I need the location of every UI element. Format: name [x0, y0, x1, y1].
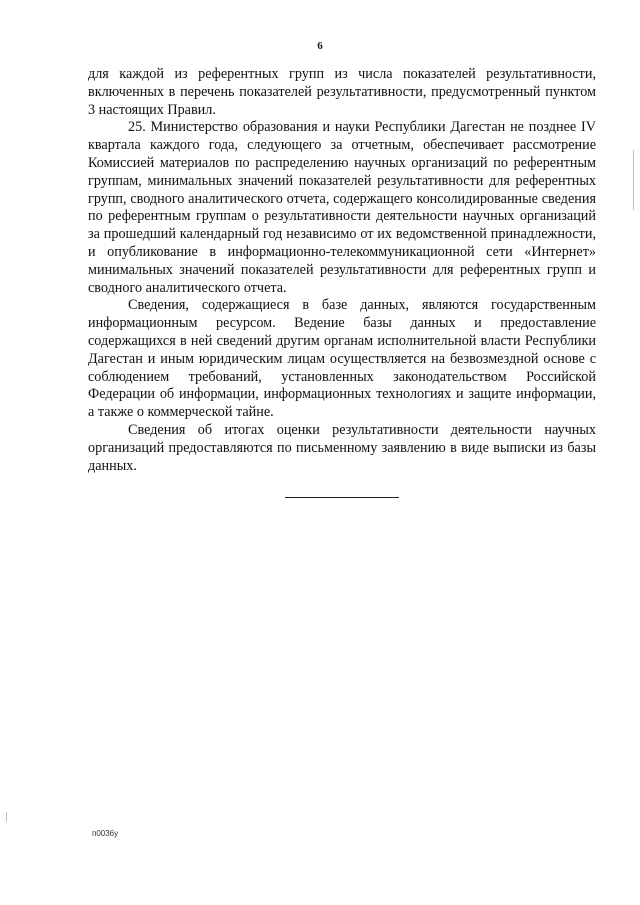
paragraph-item-25: 25. Министерство образования и науки Республики Дагестан не позднее IV квартала каждого года, следующего за отчетным, обеспечивает рассмотрение Комиссией материалов по распределению научных организаций по референтным группам, минимальных значений показателей результативности для референтных групп, сводного аналитического отчета, содержащего консолидированные сведения по референтным группам о результативности деятельности научных организаций за прошедший календарный год независимо от их ведомственной принадлежности, и опубликование в информационно-телекоммуникационной сети «Интернет» минимальных значений показателей результативности для референтных групп и сводного аналитического отчета. — [88, 119, 596, 296]
document-body — [88, 66, 596, 475]
scan-artifact-left — [6, 812, 7, 822]
paragraph-continuation: для каждой из референтных групп из числа показателей результативности, включенных в перечень показателей результативности, предусмотренный пунктом 3 настоящих Правил. — [88, 66, 596, 118]
paragraph-database-info: Сведения, содержащиеся в базе данных, являются государственным информационным ресурсом. Ведение базы данных и предоставление содержащихся в ней сведений другим органам исполнительной власти Республики Дагестан и иным юридическим лицам осуществляется на безвозмездной основе с соблюдением требований, установленных законодательством Российской Федерации об информации, информационных технологиях и защите информации, а также о коммерческой тайне. — [88, 297, 596, 421]
end-of-text-rule — [285, 497, 399, 498]
scan-artifact-right — [633, 150, 634, 210]
page-number: 6 — [317, 40, 323, 52]
paragraph-results-info: Сведения об итогах оценки результативности деятельности научных организаций предоставляются по письменному заявлению в виде выписки из базы данных. — [88, 421, 596, 474]
footer-code: п0036у — [92, 829, 119, 838]
